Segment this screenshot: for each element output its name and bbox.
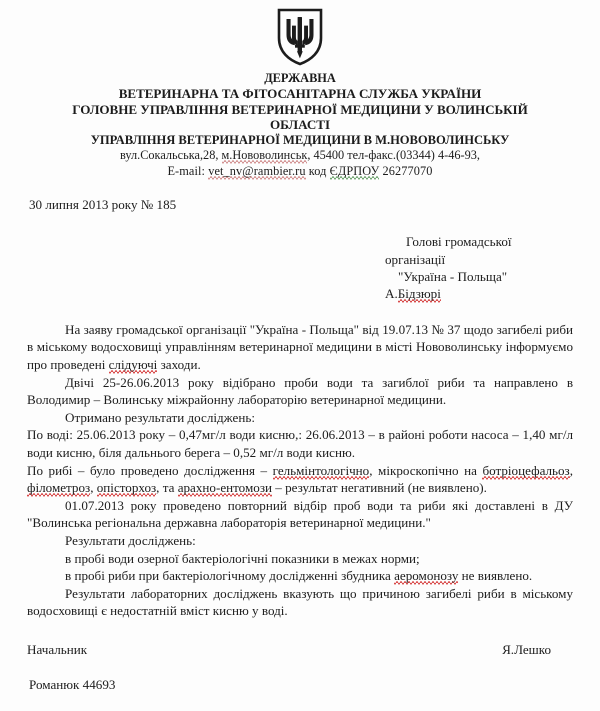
p5-sep-2: , xyxy=(90,480,97,496)
edrpou-value: 26277070 xyxy=(379,163,433,178)
p9-part-a: в пробі риби при бактеріологічному дослідженні збудника xyxy=(65,568,395,584)
address-city: м.Нововолинськ xyxy=(221,148,308,163)
email-tail: код xyxy=(305,163,330,178)
term-helminthological: гельмінтологічно xyxy=(272,462,370,478)
p1-part-c: заходи. xyxy=(157,357,201,373)
address-prefix: вул.Сокальська,28, xyxy=(120,148,222,163)
letterhead-line-1: ДЕРЖАВНА xyxy=(264,71,336,85)
letterhead xyxy=(27,71,573,179)
edrpou-label: ЄДРПОУ xyxy=(329,163,380,178)
letter-body xyxy=(27,321,573,620)
signatory-title: Начальник xyxy=(27,641,88,657)
date-and-reference-line: 30 липня 2013 року № 185 xyxy=(29,197,177,213)
letterhead-line-5: УПРАВЛІННЯ ВЕТЕРИНАРНОЇ МЕДИЦИНИ В М.НОВОВОЛИНСЬКУ xyxy=(90,132,510,147)
body-paragraph-5-fish-results xyxy=(27,462,573,497)
body-paragraph-10-conclusion: Результати лабораторних досліджень вказують що причиною загибелі риби в міському водосховищі є недостатній вміст кисню у воді. xyxy=(27,585,573,619)
executor-footer: Романюк 44693 xyxy=(29,677,116,692)
addressee-line-1: Голові громадської xyxy=(406,234,512,250)
body-paragraph-9-fish-bacteriology xyxy=(27,567,573,585)
p9-part-c: не виявлено. xyxy=(458,568,533,584)
body-paragraph-6-resampling: 01.07.2013 року проведено повторний відбір проб води та риби які доставлені в ДУ "Волинська регіональна державна лабораторія ветеринарної медицини." xyxy=(27,497,573,531)
email-label: E-mail: xyxy=(167,163,209,178)
ukrainian-trident-emblem-icon xyxy=(275,8,325,66)
addressee-block xyxy=(385,233,573,303)
letterhead-email-line xyxy=(27,164,573,180)
letterhead-line-3: ГОЛОВНЕ УПРАВЛІННЯ ВЕТЕРИНАРНОЇ МЕДИЦИНИ У ВОЛИНСЬКІЙ xyxy=(72,101,528,117)
term-arachno-entomosis: арахно-ентомози xyxy=(177,480,272,496)
body-paragraph-2: Двічі 25-26.06.2013 року відібрано проби води та загиблої риби та направлено в Володимир – Волинську міжрайонну лабораторію ветеринарної медицини. xyxy=(27,374,573,408)
addressee-surname: Бідзюрі xyxy=(397,286,441,302)
signature-block xyxy=(27,642,573,658)
addressee-line-2: організації xyxy=(385,251,446,267)
p5-part-c: , мікроскопічно на xyxy=(369,462,483,478)
letterhead-address xyxy=(27,148,573,164)
p5-sep-1: , xyxy=(569,462,573,478)
email-value: vet_nv@rambier.ru xyxy=(208,163,306,178)
body-paragraph-7: Результати досліджень: xyxy=(65,532,196,548)
p5-sep-3: , та xyxy=(156,480,178,496)
p1-misspelled-word: слідуючі xyxy=(108,357,158,373)
p5-part-a: По рибі – було проведено дослідження – xyxy=(27,462,273,478)
p1-part-a: На заяву громадської організації "Україна - Польща" від 19.07.13 № 37 щодо загибелі риби в міському водосховищі управлінням ветеринарної медицини в місті Нововолинську інформуємо про проведені xyxy=(27,321,573,373)
address-suffix: , 45400 тел-факс.(03344) 4-46-93, xyxy=(307,148,480,163)
addressee-initial: А. xyxy=(385,286,398,302)
term-bothriocephalosis: ботріоцефальоз xyxy=(482,462,570,478)
letterhead-line-2: ВЕТЕРИНАРНА ТА ФІТОСАНІТАРНА СЛУЖБА УКРАЇНИ xyxy=(118,86,482,102)
body-paragraph-1 xyxy=(27,321,573,374)
addressee-line-4 xyxy=(385,285,573,302)
letterhead-line-4: ОБЛАСТІ xyxy=(269,117,330,133)
body-paragraph-3: Отримано результати досліджень: xyxy=(65,409,255,425)
signatory-name: Я.Лешко xyxy=(502,641,551,657)
body-paragraph-8-water-bacteriology: в пробі води озерної бактеріологічні показники в межах норми; xyxy=(65,550,420,566)
term-aeromonosis: аеромонозу xyxy=(394,568,459,584)
term-philometrosis: філометроз xyxy=(27,480,91,496)
addressee-line-3: "Україна - Польща" xyxy=(398,269,508,285)
p5-part-k: – результат негативний (не виявлено). xyxy=(272,480,487,496)
body-paragraph-4-water-results: По воді: 25.06.2013 року – 0,47мг/л води кисню,: 26.06.2013 – в районі роботи насоса – 1,40 мг/л води кисню, біля дальнього берега – 0,52 мг/л води кисню. xyxy=(27,427,573,460)
emblem-container xyxy=(27,8,573,70)
term-opisthorchiasis: опісторхоз xyxy=(96,480,157,496)
